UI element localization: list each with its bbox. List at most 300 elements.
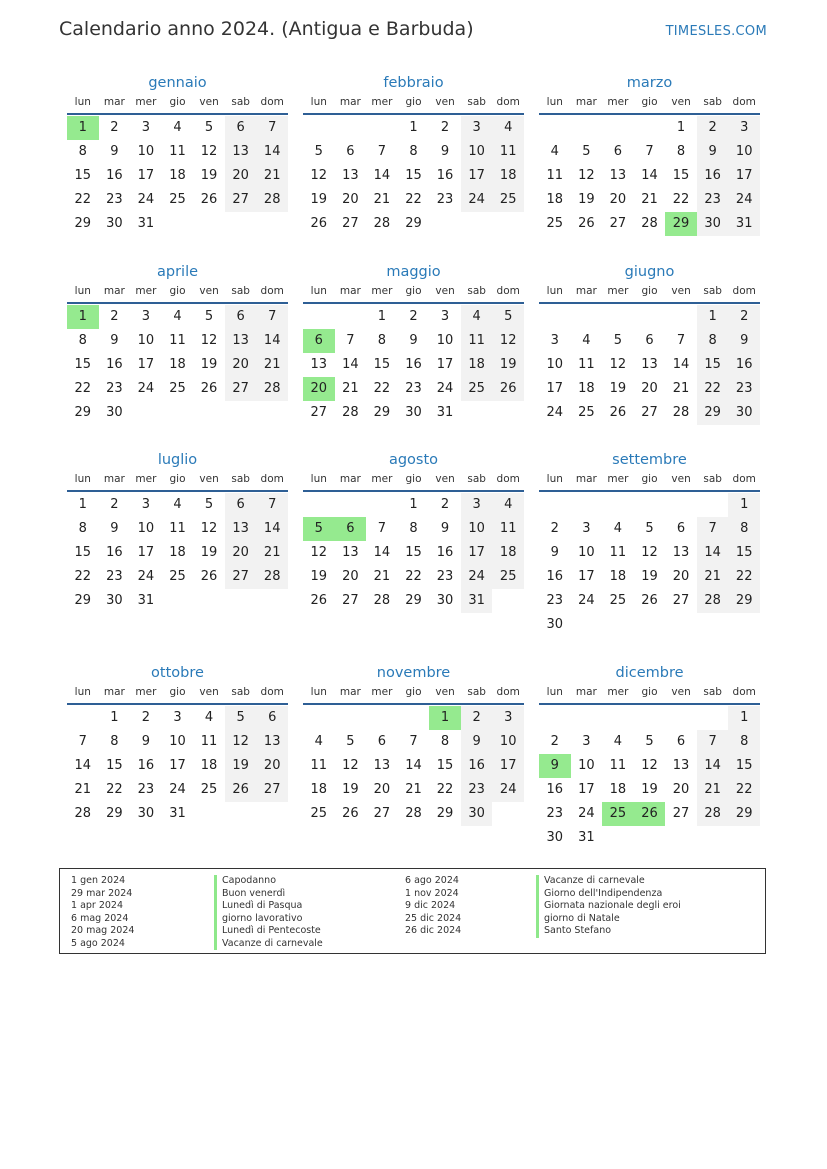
day-cell[interactable]: 30 [106, 593, 123, 608]
day-cell[interactable]: 8 [728, 730, 760, 754]
day-cell[interactable]: 15 [74, 168, 92, 183]
day-cell[interactable]: 29 [436, 806, 454, 821]
day-cell[interactable]: 13 [342, 545, 359, 560]
day-cell[interactable]: 27 [310, 405, 328, 420]
day-cell[interactable]: 23 [106, 381, 123, 396]
day-cell[interactable]: 11 [609, 545, 627, 560]
day-cell[interactable]: 13 [225, 517, 257, 541]
day-cell[interactable]: 31 [436, 405, 454, 420]
day-cell[interactable]: 13 [373, 758, 391, 773]
holiday-day-cell[interactable]: 6 [335, 517, 367, 541]
day-cell[interactable]: 29 [405, 593, 422, 608]
day-cell[interactable]: 19 [578, 192, 595, 207]
day-cell[interactable]: 12 [200, 521, 218, 536]
day-cell[interactable]: 3 [141, 120, 151, 135]
day-cell[interactable]: 18 [169, 545, 186, 560]
day-cell[interactable]: 2 [461, 706, 493, 730]
day-cell[interactable]: 14 [256, 329, 288, 353]
day-cell[interactable]: 12 [492, 329, 524, 353]
day-cell[interactable]: 20 [609, 192, 627, 207]
day-cell[interactable]: 13 [256, 730, 288, 754]
day-cell[interactable]: 26 [310, 593, 328, 608]
day-cell[interactable]: 27 [672, 593, 690, 608]
day-cell[interactable]: 6 [613, 144, 623, 159]
day-cell[interactable]: 17 [578, 782, 595, 797]
day-cell[interactable]: 30 [405, 405, 422, 420]
day-cell[interactable]: 6 [645, 333, 654, 348]
day-cell[interactable]: 3 [550, 333, 559, 348]
day-cell[interactable]: 7 [377, 144, 387, 159]
day-cell[interactable]: 24 [137, 381, 155, 396]
day-cell[interactable]: 24 [461, 188, 493, 212]
day-cell[interactable]: 23 [461, 778, 493, 802]
day-cell[interactable]: 26 [310, 216, 328, 231]
day-cell[interactable]: 21 [256, 353, 288, 377]
day-cell[interactable]: 23 [697, 188, 729, 212]
day-cell[interactable]: 9 [110, 144, 119, 159]
day-cell[interactable]: 1 [409, 497, 418, 512]
day-cell[interactable]: 9 [550, 545, 559, 560]
day-cell[interactable]: 27 [342, 593, 359, 608]
day-cell[interactable]: 15 [373, 357, 391, 372]
day-cell[interactable]: 24 [492, 778, 524, 802]
day-cell[interactable]: 21 [373, 192, 391, 207]
day-cell[interactable]: 4 [173, 309, 182, 324]
day-cell[interactable]: 22 [74, 569, 92, 584]
day-cell[interactable]: 17 [137, 168, 155, 183]
day-cell[interactable]: 23 [405, 381, 422, 396]
day-cell[interactable]: 2 [550, 734, 559, 749]
day-cell[interactable]: 22 [405, 569, 422, 584]
day-cell[interactable]: 4 [204, 710, 214, 725]
day-cell[interactable]: 23 [137, 782, 155, 797]
day-cell[interactable]: 8 [78, 521, 87, 536]
day-cell[interactable]: 18 [492, 541, 524, 565]
day-cell[interactable]: 3 [141, 309, 151, 324]
day-cell[interactable]: 20 [256, 754, 288, 778]
day-cell[interactable]: 28 [373, 593, 391, 608]
day-cell[interactable]: 5 [582, 144, 591, 159]
day-cell[interactable]: 18 [492, 164, 524, 188]
holiday-day-cell[interactable]: 29 [665, 212, 697, 236]
day-cell[interactable]: 12 [342, 758, 359, 773]
day-cell[interactable]: 24 [137, 192, 155, 207]
day-cell[interactable]: 30 [697, 212, 729, 236]
day-cell[interactable]: 21 [342, 381, 359, 396]
day-cell[interactable]: 26 [200, 192, 218, 207]
day-cell[interactable]: 1 [697, 305, 729, 329]
day-cell[interactable]: 13 [641, 357, 658, 372]
day-cell[interactable]: 27 [225, 565, 257, 589]
day-cell[interactable]: 16 [461, 754, 493, 778]
day-cell[interactable]: 27 [373, 806, 391, 821]
day-cell[interactable]: 26 [492, 377, 524, 401]
day-cell[interactable]: 11 [492, 140, 524, 164]
day-cell[interactable]: 14 [672, 357, 690, 372]
holiday-day-cell[interactable]: 5 [303, 517, 335, 541]
day-cell[interactable]: 12 [310, 545, 328, 560]
day-cell[interactable]: 7 [409, 734, 418, 749]
day-cell[interactable]: 7 [78, 734, 87, 749]
day-cell[interactable]: 2 [110, 309, 119, 324]
day-cell[interactable]: 15 [74, 357, 92, 372]
day-cell[interactable]: 8 [409, 521, 418, 536]
day-cell[interactable]: 16 [436, 168, 454, 183]
day-cell[interactable]: 2 [409, 309, 418, 324]
day-cell[interactable]: 19 [200, 168, 218, 183]
day-cell[interactable]: 3 [461, 116, 493, 140]
day-cell[interactable]: 31 [461, 589, 493, 613]
day-cell[interactable]: 21 [256, 164, 288, 188]
day-cell[interactable]: 7 [676, 333, 686, 348]
day-cell[interactable]: 28 [256, 565, 288, 589]
day-cell[interactable]: 16 [436, 545, 454, 560]
day-cell[interactable]: 7 [256, 493, 288, 517]
day-cell[interactable]: 25 [169, 192, 186, 207]
day-cell[interactable]: 6 [225, 305, 257, 329]
day-cell[interactable]: 18 [461, 353, 493, 377]
day-cell[interactable]: 3 [141, 497, 151, 512]
day-cell[interactable]: 4 [492, 116, 524, 140]
day-cell[interactable]: 27 [256, 778, 288, 802]
day-cell[interactable]: 14 [405, 758, 422, 773]
day-cell[interactable]: 13 [225, 140, 257, 164]
day-cell[interactable]: 10 [461, 517, 493, 541]
day-cell[interactable]: 13 [609, 168, 627, 183]
day-cell[interactable]: 22 [106, 782, 123, 797]
day-cell[interactable]: 12 [609, 357, 627, 372]
day-cell[interactable]: 24 [546, 405, 564, 420]
day-cell[interactable]: 11 [578, 357, 595, 372]
day-cell[interactable]: 5 [204, 309, 214, 324]
day-cell[interactable]: 5 [613, 333, 623, 348]
day-cell[interactable]: 25 [310, 806, 328, 821]
day-cell[interactable]: 26 [225, 778, 257, 802]
day-cell[interactable]: 26 [578, 216, 595, 231]
day-cell[interactable]: 19 [641, 569, 658, 584]
day-cell[interactable]: 9 [440, 521, 450, 536]
day-cell[interactable]: 27 [342, 216, 359, 231]
day-cell[interactable]: 16 [405, 357, 422, 372]
day-cell[interactable]: 12 [225, 730, 257, 754]
day-cell[interactable]: 21 [641, 192, 658, 207]
day-cell[interactable]: 18 [310, 782, 328, 797]
day-cell[interactable]: 27 [672, 806, 690, 821]
day-cell[interactable]: 10 [578, 545, 595, 560]
day-cell[interactable]: 11 [169, 521, 186, 536]
day-cell[interactable]: 11 [169, 333, 186, 348]
day-cell[interactable]: 11 [310, 758, 328, 773]
day-cell[interactable]: 24 [137, 569, 155, 584]
day-cell[interactable]: 28 [697, 802, 729, 826]
day-cell[interactable]: 5 [204, 497, 214, 512]
day-cell[interactable]: 5 [492, 305, 524, 329]
day-cell[interactable]: 17 [436, 357, 454, 372]
day-cell[interactable]: 25 [492, 565, 524, 589]
day-cell[interactable]: 19 [342, 782, 359, 797]
day-cell[interactable]: 27 [225, 377, 257, 401]
day-cell[interactable]: 8 [110, 734, 119, 749]
day-cell[interactable]: 17 [492, 754, 524, 778]
day-cell[interactable]: 2 [440, 120, 450, 135]
day-cell[interactable]: 3 [461, 493, 493, 517]
day-cell[interactable]: 19 [310, 192, 328, 207]
day-cell[interactable]: 13 [310, 357, 328, 372]
day-cell[interactable]: 24 [578, 593, 595, 608]
holiday-day-cell[interactable]: 9 [539, 754, 571, 778]
day-cell[interactable]: 24 [436, 381, 454, 396]
day-cell[interactable]: 22 [697, 377, 729, 401]
day-cell[interactable]: 12 [200, 144, 218, 159]
day-cell[interactable]: 22 [728, 565, 760, 589]
day-cell[interactable]: 31 [137, 216, 155, 231]
day-cell[interactable]: 9 [141, 734, 151, 749]
day-cell[interactable]: 22 [405, 192, 422, 207]
day-cell[interactable]: 6 [377, 734, 387, 749]
day-cell[interactable]: 21 [405, 782, 422, 797]
day-cell[interactable]: 31 [578, 830, 595, 845]
day-cell[interactable]: 19 [609, 381, 627, 396]
day-cell[interactable]: 10 [137, 144, 155, 159]
day-cell[interactable]: 5 [645, 734, 654, 749]
day-cell[interactable]: 2 [728, 305, 760, 329]
day-cell[interactable]: 19 [310, 569, 328, 584]
day-cell[interactable]: 17 [137, 545, 155, 560]
day-cell[interactable]: 5 [204, 120, 214, 135]
day-cell[interactable]: 5 [346, 734, 355, 749]
day-cell[interactable]: 22 [74, 192, 92, 207]
day-cell[interactable]: 29 [74, 593, 92, 608]
day-cell[interactable]: 22 [672, 192, 690, 207]
day-cell[interactable]: 23 [106, 192, 123, 207]
day-cell[interactable]: 21 [256, 541, 288, 565]
day-cell[interactable]: 25 [169, 569, 186, 584]
day-cell[interactable]: 7 [697, 730, 729, 754]
day-cell[interactable]: 14 [641, 168, 658, 183]
day-cell[interactable]: 28 [373, 216, 391, 231]
day-cell[interactable]: 20 [373, 782, 391, 797]
day-cell[interactable]: 15 [728, 754, 760, 778]
day-cell[interactable]: 9 [409, 333, 418, 348]
holiday-day-cell[interactable]: 1 [67, 305, 99, 329]
day-cell[interactable]: 26 [200, 381, 218, 396]
day-cell[interactable]: 14 [74, 758, 92, 773]
day-cell[interactable]: 12 [200, 333, 218, 348]
day-cell[interactable]: 28 [256, 188, 288, 212]
day-cell[interactable]: 21 [373, 569, 391, 584]
day-cell[interactable]: 6 [225, 116, 257, 140]
day-cell[interactable]: 14 [373, 168, 391, 183]
day-cell[interactable]: 25 [461, 377, 493, 401]
day-cell[interactable]: 3 [728, 116, 760, 140]
day-cell[interactable]: 1 [409, 120, 418, 135]
day-cell[interactable]: 1 [78, 497, 87, 512]
day-cell[interactable]: 7 [346, 333, 355, 348]
day-cell[interactable]: 10 [436, 333, 454, 348]
day-cell[interactable]: 15 [697, 353, 729, 377]
day-cell[interactable]: 21 [697, 565, 729, 589]
day-cell[interactable]: 18 [609, 782, 627, 797]
day-cell[interactable]: 21 [672, 381, 690, 396]
day-cell[interactable]: 28 [74, 806, 92, 821]
day-cell[interactable]: 6 [225, 493, 257, 517]
day-cell[interactable]: 5 [225, 706, 257, 730]
day-cell[interactable]: 15 [728, 541, 760, 565]
day-cell[interactable]: 7 [256, 305, 288, 329]
day-cell[interactable]: 1 [728, 706, 760, 730]
day-cell[interactable]: 14 [697, 541, 729, 565]
day-cell[interactable]: 8 [377, 333, 387, 348]
day-cell[interactable]: 6 [676, 734, 686, 749]
day-cell[interactable]: 14 [373, 545, 391, 560]
day-cell[interactable]: 28 [342, 405, 359, 420]
day-cell[interactable]: 26 [609, 405, 627, 420]
day-cell[interactable]: 1 [110, 710, 119, 725]
day-cell[interactable]: 29 [728, 589, 760, 613]
holiday-day-cell[interactable]: 20 [303, 377, 335, 401]
day-cell[interactable]: 16 [546, 782, 564, 797]
day-cell[interactable]: 15 [106, 758, 123, 773]
holiday-day-cell[interactable]: 1 [429, 706, 461, 730]
day-cell[interactable]: 23 [106, 569, 123, 584]
day-cell[interactable]: 29 [405, 216, 422, 231]
day-cell[interactable]: 12 [578, 168, 595, 183]
day-cell[interactable]: 28 [256, 377, 288, 401]
day-cell[interactable]: 3 [582, 734, 591, 749]
day-cell[interactable]: 30 [546, 830, 564, 845]
day-cell[interactable]: 10 [728, 140, 760, 164]
day-cell[interactable]: 18 [578, 381, 595, 396]
day-cell[interactable]: 30 [461, 802, 493, 826]
day-cell[interactable]: 9 [110, 333, 119, 348]
day-cell[interactable]: 30 [137, 806, 155, 821]
day-cell[interactable]: 2 [697, 116, 729, 140]
day-cell[interactable]: 4 [582, 333, 591, 348]
day-cell[interactable]: 18 [169, 357, 186, 372]
day-cell[interactable]: 20 [225, 541, 257, 565]
day-cell[interactable]: 13 [342, 168, 359, 183]
day-cell[interactable]: 14 [697, 754, 729, 778]
day-cell[interactable]: 4 [492, 493, 524, 517]
day-cell[interactable]: 5 [314, 144, 323, 159]
day-cell[interactable]: 19 [641, 782, 658, 797]
holiday-day-cell[interactable]: 6 [303, 329, 335, 353]
day-cell[interactable]: 17 [461, 541, 493, 565]
day-cell[interactable]: 24 [461, 565, 493, 589]
day-cell[interactable]: 10 [461, 140, 493, 164]
day-cell[interactable]: 18 [169, 168, 186, 183]
day-cell[interactable]: 17 [461, 164, 493, 188]
day-cell[interactable]: 27 [225, 188, 257, 212]
day-cell[interactable]: 4 [550, 144, 559, 159]
day-cell[interactable]: 29 [74, 216, 92, 231]
day-cell[interactable]: 2 [440, 497, 450, 512]
day-cell[interactable]: 16 [106, 357, 123, 372]
day-cell[interactable]: 25 [200, 782, 218, 797]
day-cell[interactable]: 2 [110, 120, 119, 135]
day-cell[interactable]: 27 [609, 216, 627, 231]
day-cell[interactable]: 4 [173, 497, 182, 512]
day-cell[interactable]: 8 [78, 144, 87, 159]
day-cell[interactable]: 19 [200, 357, 218, 372]
day-cell[interactable]: 10 [578, 758, 595, 773]
day-cell[interactable]: 17 [578, 569, 595, 584]
day-cell[interactable]: 2 [550, 521, 559, 536]
day-cell[interactable]: 23 [728, 377, 760, 401]
day-cell[interactable]: 9 [110, 521, 119, 536]
day-cell[interactable]: 7 [697, 517, 729, 541]
day-cell[interactable]: 8 [440, 734, 450, 749]
day-cell[interactable]: 17 [137, 357, 155, 372]
day-cell[interactable]: 15 [405, 168, 422, 183]
day-cell[interactable]: 22 [436, 782, 454, 797]
day-cell[interactable]: 9 [697, 140, 729, 164]
day-cell[interactable]: 6 [346, 144, 355, 159]
day-cell[interactable]: 1 [676, 120, 686, 135]
day-cell[interactable]: 14 [256, 517, 288, 541]
day-cell[interactable]: 10 [546, 357, 564, 372]
day-cell[interactable]: 16 [728, 353, 760, 377]
day-cell[interactable]: 20 [641, 381, 658, 396]
day-cell[interactable]: 8 [728, 517, 760, 541]
day-cell[interactable]: 26 [200, 569, 218, 584]
day-cell[interactable]: 24 [578, 806, 595, 821]
day-cell[interactable]: 2 [141, 710, 151, 725]
day-cell[interactable]: 7 [645, 144, 654, 159]
day-cell[interactable]: 12 [641, 545, 658, 560]
day-cell[interactable]: 6 [256, 706, 288, 730]
day-cell[interactable]: 14 [342, 357, 359, 372]
day-cell[interactable]: 24 [169, 782, 186, 797]
day-cell[interactable]: 10 [137, 333, 155, 348]
day-cell[interactable]: 5 [645, 521, 654, 536]
day-cell[interactable]: 12 [310, 168, 328, 183]
day-cell[interactable]: 29 [728, 802, 760, 826]
site-link[interactable]: TIMESLES.COM [665, 24, 767, 39]
day-cell[interactable]: 11 [169, 144, 186, 159]
holiday-day-cell[interactable]: 1 [67, 116, 99, 140]
day-cell[interactable]: 8 [78, 333, 87, 348]
day-cell[interactable]: 15 [672, 168, 690, 183]
day-cell[interactable]: 13 [225, 329, 257, 353]
holiday-day-cell[interactable]: 25 [602, 802, 634, 826]
day-cell[interactable]: 8 [409, 144, 418, 159]
day-cell[interactable]: 20 [672, 782, 690, 797]
day-cell[interactable]: 2 [110, 497, 119, 512]
day-cell[interactable]: 27 [641, 405, 658, 420]
day-cell[interactable]: 14 [256, 140, 288, 164]
day-cell[interactable]: 10 [169, 734, 186, 749]
day-cell[interactable]: 25 [492, 188, 524, 212]
day-cell[interactable]: 18 [609, 569, 627, 584]
day-cell[interactable]: 25 [609, 593, 627, 608]
day-cell[interactable]: 12 [641, 758, 658, 773]
day-cell[interactable]: 23 [546, 593, 564, 608]
day-cell[interactable]: 20 [225, 353, 257, 377]
day-cell[interactable]: 20 [342, 569, 359, 584]
day-cell[interactable]: 19 [492, 353, 524, 377]
day-cell[interactable]: 16 [106, 168, 123, 183]
day-cell[interactable]: 28 [672, 405, 690, 420]
day-cell[interactable]: 20 [672, 569, 690, 584]
day-cell[interactable]: 23 [436, 192, 454, 207]
day-cell[interactable]: 26 [641, 593, 658, 608]
day-cell[interactable]: 4 [314, 734, 323, 749]
day-cell[interactable]: 3 [492, 706, 524, 730]
day-cell[interactable]: 30 [106, 216, 123, 231]
day-cell[interactable]: 17 [728, 164, 760, 188]
day-cell[interactable]: 9 [461, 730, 493, 754]
